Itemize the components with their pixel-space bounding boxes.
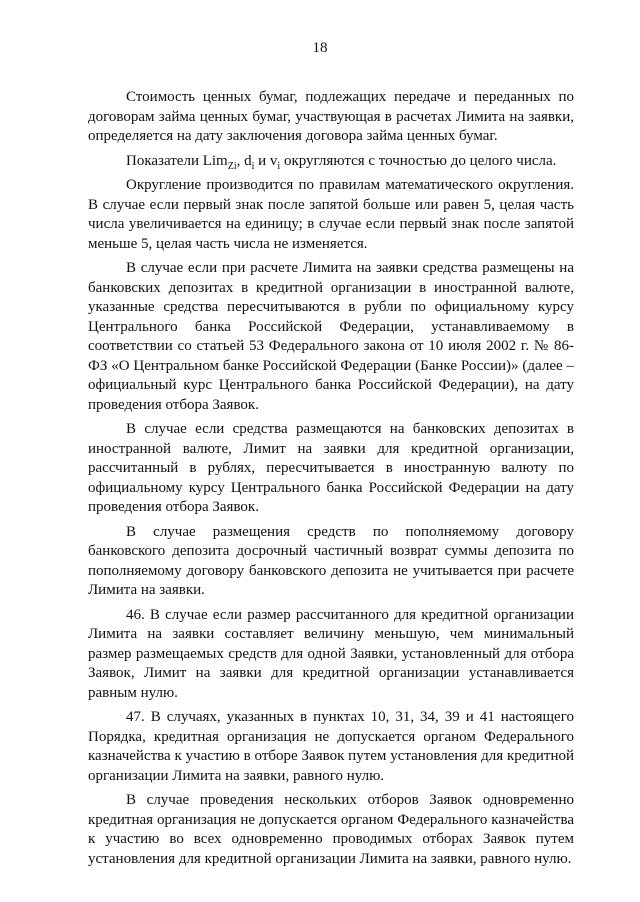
paragraph-foreign-currency-limit: В случае если средства размещаются на банковских депозитах в иностранной валюте, Лимит на заявки для кредитной организации, рассчитанный в рублях, пересчитывается в иностранную валюту по официальному курсу Центрального банка Российской Федерации на дату проведения отбора Заявок. — [88, 421, 574, 515]
document-body — [88, 88, 574, 874]
paragraph-multiple-selections: В случае проведения нескольких отборов Заявок одновременно кредитная организация не допускается органом Федерального казначейства к участию во всех одновременно проводимых отборах Заявок путем установления для кредитной организации Лимита на заявки, равного нулю. — [88, 792, 574, 867]
paragraph-rounding-rules: Округление производится по правилам математического округления. В случае если первый знак после запятой больше или равен 5, целая часть числа увеличивается на единицу; в случае если первый знак после запятой меньше 5, целая часть числа не изменяется. — [88, 177, 574, 252]
paragraph-foreign-currency-deposits: В случае если при расчете Лимита на заявки средства размещены на банковских депозитах в кредитной организации в иностранной валюте, указанные средства пересчитываются в рубли по официальному курсу Центрального банка Российской Федерации, устанавливаемому в соответствии со статьей 53 Федерального закона от 10 июля 2002 г. № 86-ФЗ «О Центральном банке Российской Федерации (Банке России)» (далее – официальный курс Центрального банка Российской Федерации), на дату проведения отбора Заявок. — [88, 260, 574, 413]
paragraph-securities-value: Стоимость ценных бумаг, подлежащих передаче и переданных по договорам займа ценных бумаг, участвующая в расчетах Лимита на заявки, определяется на дату заключения договора займа ценных бумаг. — [88, 89, 574, 144]
page-number: 18 — [312, 40, 328, 56]
paragraph-46: 46. В случае если размер рассчитанного для кредитной организации Лимита на заявки составляет величину меньшую, чем минимальный размер размещаемых средств для одной Заявки, установленный для отбора Заявок, Лимит на заявки для кредитной организации устанавливается равным нулю. — [88, 606, 574, 701]
paragraph-47: 47. В случаях, указанных в пунктах 10, 31, 34, 39 и 41 настоящего Порядка, кредитная организация не допускается органом Федерального казначейства к участию в отборе Заявок путем установления для кредитной организации Лимита на заявки, равного нулю. — [88, 709, 574, 784]
paragraph-replenishable-deposit: В случае размещения средств по пополняемому договору банковского депозита досрочный частичный возврат суммы депозита по пополняемому договору банковского депозита не учитывается при расчете Лимита на заявки. — [88, 523, 574, 598]
paragraph-rounding-indicators: Показатели Lim$_{Zi}$, $d_i$ и $v_i$ округляются с точностью до целого числа. — [126, 152, 557, 172]
